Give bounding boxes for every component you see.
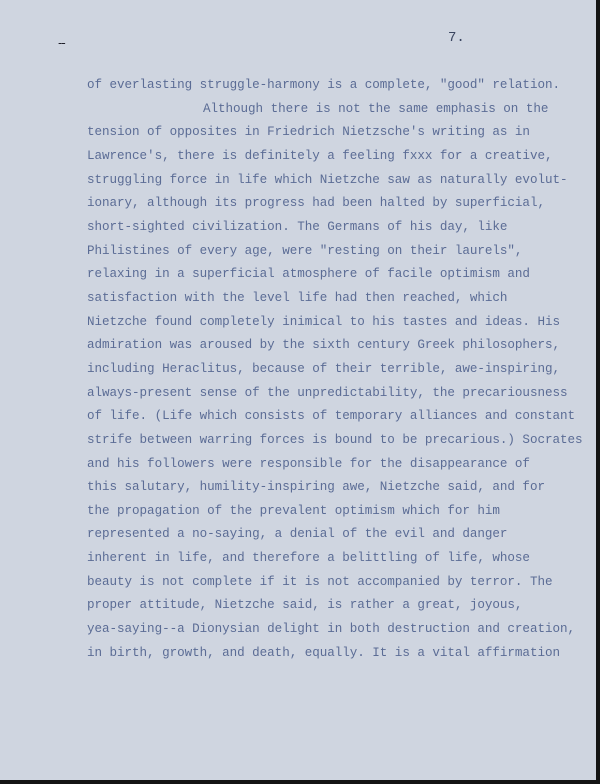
text-line: this salutary, humility-inspiring awe, Nietzche said, and for [87, 480, 545, 495]
text-line: including Heraclitus, because of their terrible, awe-inspiring, [87, 361, 560, 376]
page-number: 7. [448, 30, 465, 46]
text-line: always-present sense of the unpredictability, the precariousness [87, 385, 568, 400]
text-line: represented a no-saying, a denial of the evil and danger [87, 527, 508, 542]
text-line: in birth, growth, and death, equally. It is a vital affirmation [87, 645, 560, 660]
text-line: ionary, although its progress had been halted by superficial, [87, 196, 545, 211]
text-line: yea-saying--a Dionysian delight in both destruction and creation, [87, 622, 575, 637]
text-line: satisfaction with the level life had then reached, which [87, 290, 508, 305]
text-line: tension of opposites in Friedrich Nietzsche's writing as in [87, 125, 530, 140]
text-line: Philistines of every age, were "resting on their laurels", [87, 243, 523, 258]
text-line: admiration was aroused by the sixth century Greek philosophers, [87, 338, 560, 353]
text-line: proper attitude, Nietzche said, is rather a great, joyous, [87, 598, 523, 613]
text-line: of everlasting struggle-harmony is a complete, "good" relation. [87, 78, 560, 92]
text-line: beauty is not complete if it is not accompanied by terror. The [87, 574, 553, 589]
text-line: Nietzche found completely inimical to his tastes and ideas. His [87, 314, 560, 329]
text-line: short-sighted civilization. The Germans of his day, like [87, 219, 508, 234]
text-line: struggling force in life which Nietzche saw as naturally evolut- [87, 172, 568, 187]
text-line: Lawrence's, there is definitely a feeling fxxx for a creative, [87, 148, 553, 163]
text-line: the propagation of the prevalent optimism which for him [87, 503, 500, 518]
text-line: of life. (Life which consists of temporary alliances and constant [87, 409, 575, 424]
corner-mark: -- [58, 36, 65, 50]
text-line: strife between warring forces is bound to be precarious.) Socrates [87, 432, 583, 447]
text-line: and his followers were responsible for the disappearance of [87, 456, 530, 471]
text-line: Although there is not the same emphasis on the [203, 101, 549, 116]
text-line: inherent in life, and therefore a belittling of life, whose [87, 551, 530, 566]
text-line: relaxing in a superficial atmosphere of facile optimism and [87, 267, 530, 282]
body-text [87, 74, 583, 665]
